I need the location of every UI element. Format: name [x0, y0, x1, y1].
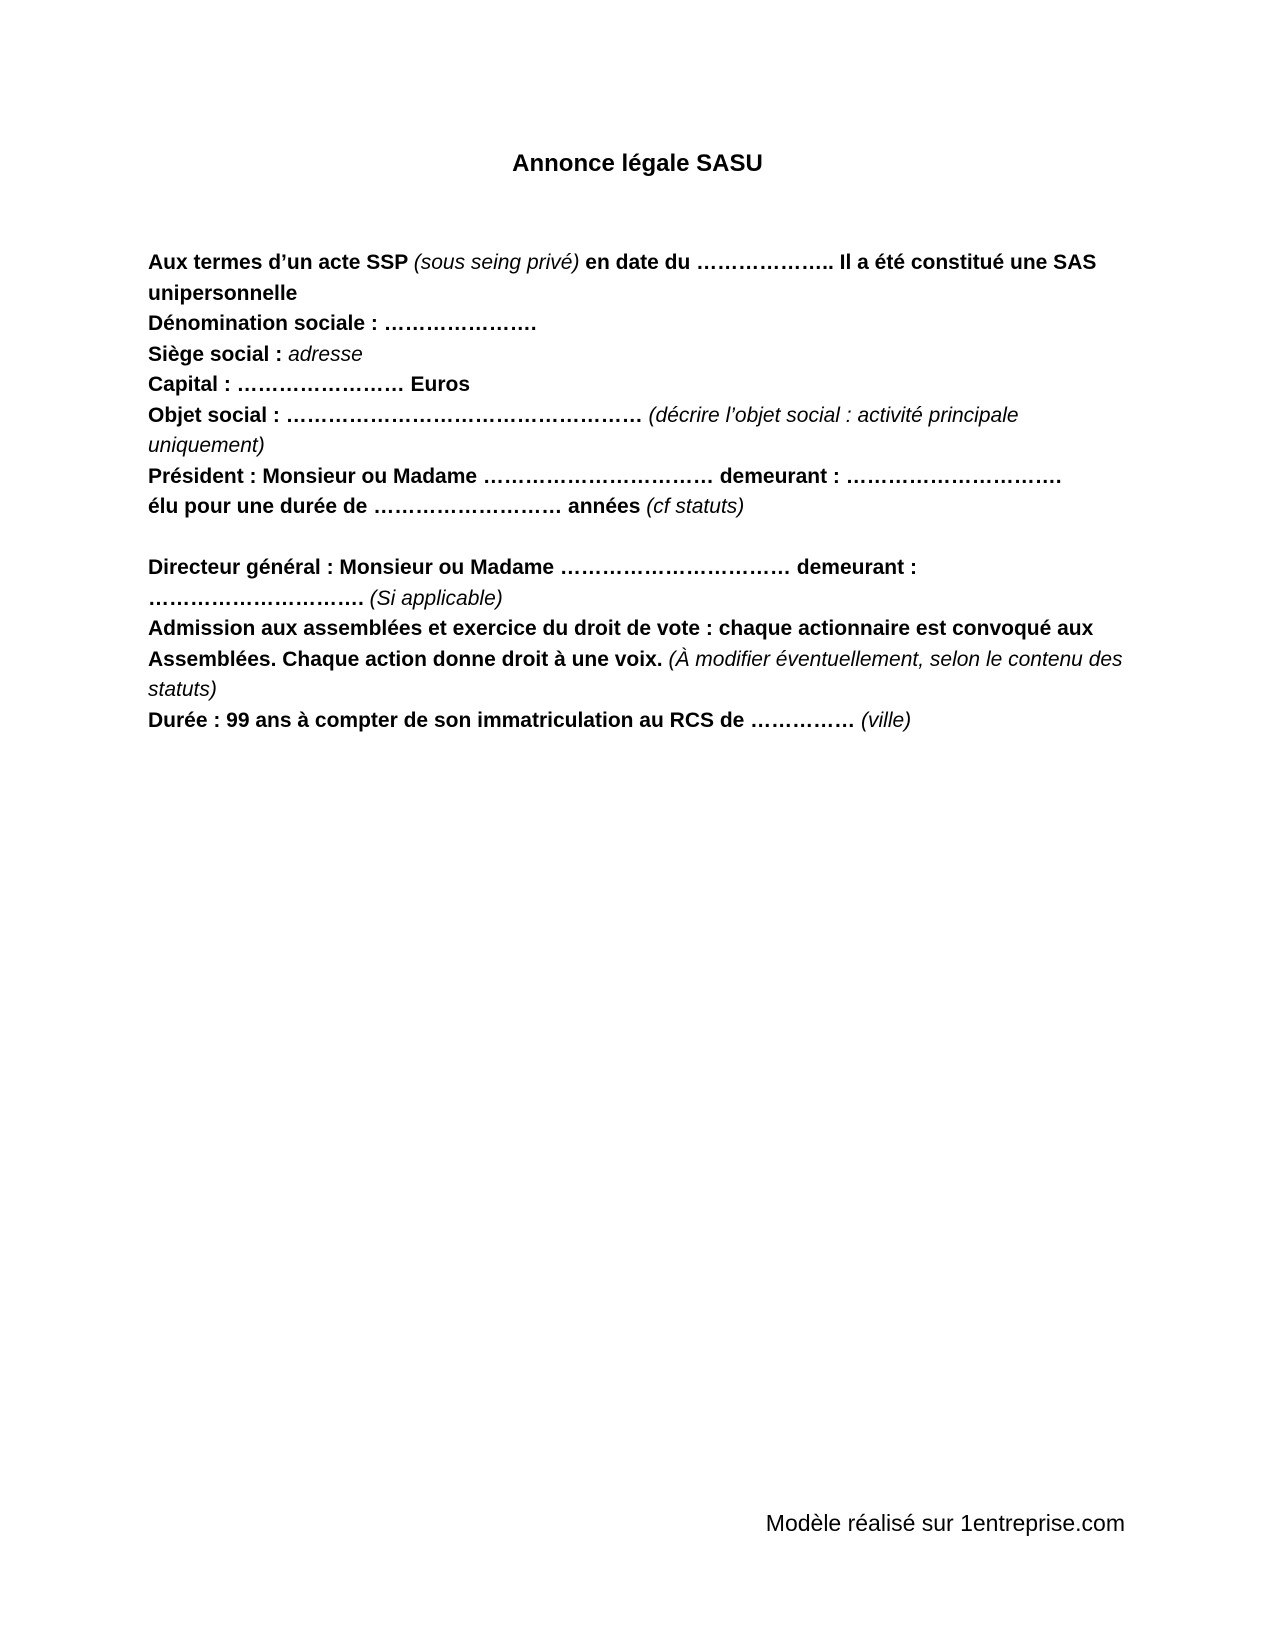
acte-text-end: en date du ……………….. Il a été constitué une SAS unipersonnelle	[148, 251, 1097, 305]
admission-note: (À modifier éventuellement, selon le contenu des statuts)	[148, 647, 1123, 701]
denomination-line: Dénomination sociale : ………………….	[148, 312, 537, 335]
directeur-note: (Si applicable)	[369, 586, 503, 610]
admission-line	[148, 614, 1138, 706]
duree-president-text: élu pour une durée de ……………………… années	[148, 495, 647, 518]
directeur-text: Directeur général : Monsieur ou Madame …………………………… demeurant : ………………………….	[148, 556, 917, 610]
president-line: Président : Monsieur ou Madame …………………………… demeurant : ………………………….	[148, 464, 1062, 488]
admission-text: Admission aux assemblées et exercice du droit de vote : chaque actionnaire est convoqué aux Assemblées. Chaque action donne droit à une voix.	[148, 617, 1094, 671]
duree-text: Durée : 99 ans à compter de son immatriculation au RCS de ……………	[148, 708, 861, 732]
objet-line	[148, 401, 1138, 462]
blank-line	[148, 523, 1138, 554]
duree-president-line	[148, 492, 1138, 523]
footer-note: Modèle réalisé sur 1entreprise.com	[765, 1510, 1125, 1536]
capital-line: Capital : …………………… Euros	[148, 373, 471, 396]
duree-president-note: (cf statuts)	[646, 495, 745, 518]
siege-line	[148, 340, 1138, 371]
acte-text: Aux termes d’un acte SSP	[148, 251, 414, 274]
siege-value: adresse	[288, 342, 363, 366]
acte-note: (sous seing privé)	[413, 251, 580, 274]
duree-note: (ville)	[861, 708, 912, 732]
duree-line	[148, 706, 1138, 737]
objet-text: Objet social : ……………………………………………	[148, 403, 649, 427]
siege-label: Siège social :	[148, 342, 289, 366]
paragraph-acte	[148, 248, 1138, 309]
document-body	[148, 248, 1138, 736]
page-title: Annonce légale SASU	[512, 150, 763, 177]
directeur-line	[148, 553, 1138, 614]
objet-note: (décrire l’objet social : activité principale uniquement)	[148, 403, 1019, 457]
